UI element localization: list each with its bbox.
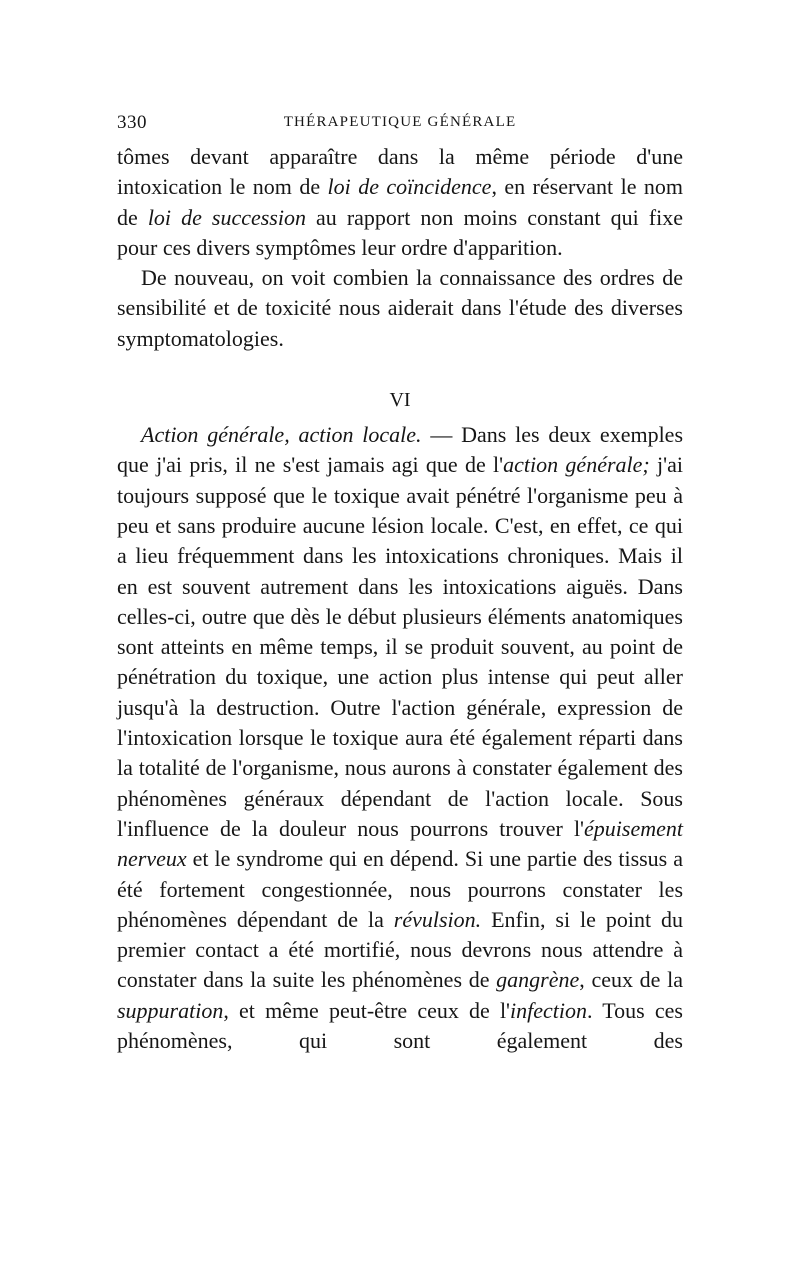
book-page bbox=[117, 112, 683, 1056]
italic-term-suppuration: suppuration bbox=[117, 997, 224, 1023]
text-run: tômes devant apparaître dans la même période d'une intoxication le nom de bbox=[117, 144, 683, 200]
running-head bbox=[117, 112, 683, 142]
italic-term-epuisement-nerveux: épuisement nerveux bbox=[117, 815, 683, 872]
paragraph-de-nouveau bbox=[117, 263, 683, 354]
text-run: Enfin, si le point du premier contact a été mortifié, nous devrons nous attendre à constater dans la suite les phénomènes de bbox=[117, 906, 683, 993]
text-run: et le syndrome qui en dépend. Si une partie des tissus a été fortement congestionnée, nous pourrons constater les phénomènes dépendant de la bbox=[117, 846, 683, 932]
text-run: De nouveau, on voit combien la connaissance des ordres de sensibilité et de toxicité nous aiderait dans l'étude des diverses symptomatologies. bbox=[117, 265, 683, 351]
text-run: , et même peut-être ceux de l' bbox=[223, 997, 511, 1023]
section-numeral: VI bbox=[389, 389, 411, 412]
page-number: 330 bbox=[117, 112, 147, 133]
italic-term-loi-de-coincidence: loi de coïncidence bbox=[327, 174, 492, 200]
italic-term-gangrene: gangrène bbox=[496, 967, 580, 993]
running-title: THÉRAPEUTIQUE GÉNÉRALE bbox=[283, 114, 517, 130]
text-run: , en réservant le nom de bbox=[117, 174, 683, 230]
italic-term-infection: infection bbox=[510, 997, 587, 1023]
paragraph-action-generale bbox=[117, 420, 683, 1056]
text-run: j'ai toujours supposé que le toxique avait pénétré l'organisme peu à peu et sans produire aucune lésion locale. C'est, en effet, ce qui a lieu fréquemment dans les intoxications chroniques. Mais il en est souvent autrement dans les intoxications aiguës. Dans celles-ci, outre que dès le début plusieurs éléments anatomiques sont atteints en même temps, il se produit souvent, au point de pénétration du toxique, une action plus intense qui peut aller jusqu'à la destruction. Outre l'action générale, expression de l'intoxication lorsque le toxique aura été également réparti dans la totalité de l'organisme, nous aurons à constater également des phénomènes généraux dépendant de l'action locale. Sous l'influence de la douleur nous pourrons trouver l' bbox=[117, 452, 683, 841]
body-text bbox=[117, 142, 683, 1056]
text-run: . Tous ces phénomènes, qui sont également des bbox=[117, 997, 683, 1054]
text-run: , ceux de la bbox=[579, 967, 683, 993]
italic-term-revulsion: révulsion. bbox=[393, 906, 482, 932]
text-run: — Dans les deux exemples que j'ai pris, il ne s'est jamais agi que de l' bbox=[117, 422, 684, 478]
text-run: au rapport non moins constant qui fixe pour ces divers symptômes leur ordre d'apparition. bbox=[117, 204, 683, 260]
italic-term-action-generale: action générale; bbox=[503, 452, 650, 478]
paragraph-continuation bbox=[117, 142, 683, 263]
italic-subheading: Action générale, action locale. bbox=[141, 422, 422, 448]
italic-term-loi-de-succession: loi de succession bbox=[147, 204, 306, 230]
